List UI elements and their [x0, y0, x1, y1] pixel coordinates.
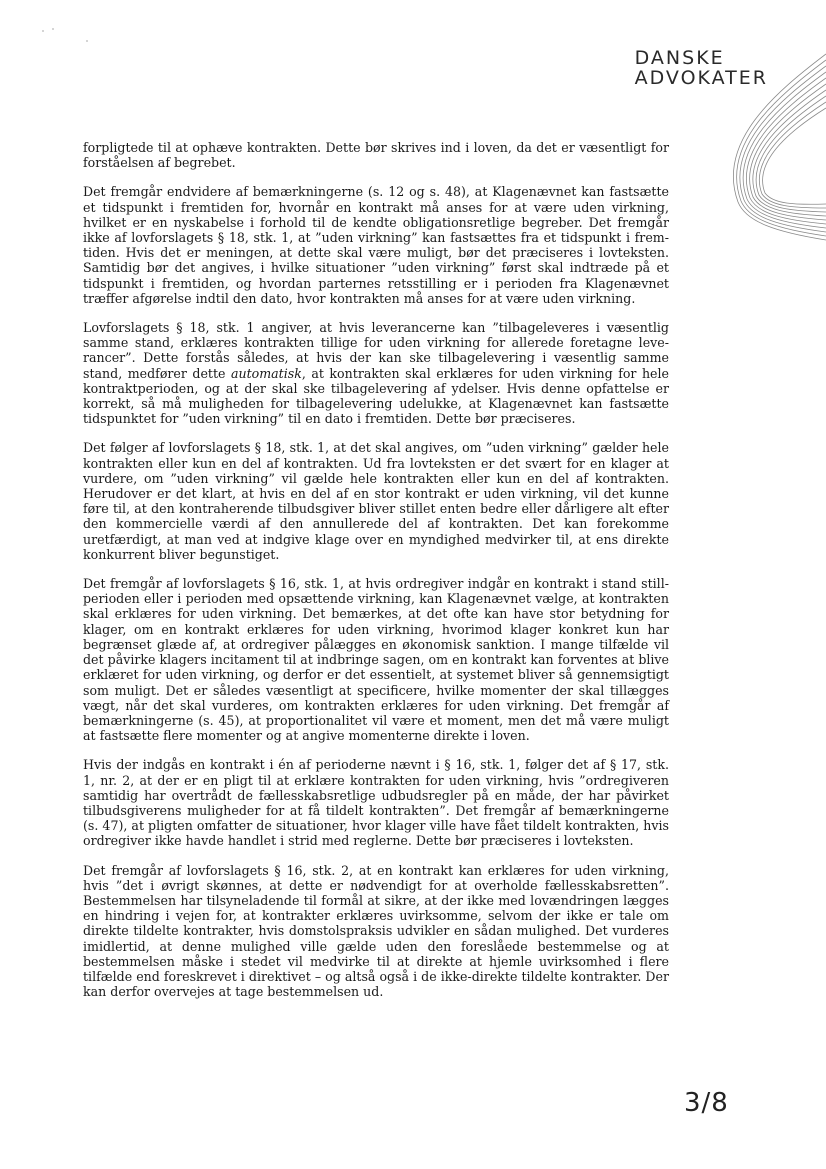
logo-line-2: ADVOKATER — [634, 67, 768, 89]
scan-speck — [52, 28, 54, 30]
scan-speck — [42, 30, 44, 32]
page-number: 3/8 — [684, 1088, 729, 1118]
emphasis-text: automatisk — [230, 365, 302, 381]
paragraph — [83, 320, 669, 426]
letter-body — [83, 140, 669, 1013]
scan-speck — [86, 40, 88, 42]
paragraph: Det fremgår af lovforslagets § 16, stk. 1, at hvis ordregiver indgår en kontrakt i stand still-perioden eller i perioden med opsættende virkning, kan Klagenævnet vælge, at kontrakten skal erklæres for uden virkning. Det bemærkes, at det ofte kan have stor betydning for klager, om en kontrakt erklæres for uden virkning, hvorimod klager konkret kun har begrænset glæde af, at ordregiver pålægges en økonomisk sanktion. I mange tilfælde vil det påvirke klagers incitament til at indbringe sagen, om en kontrakt kan forventes at blive erklæret for uden virkning, og derfor er det essentielt, at systemet bliver så gennemsigtigt som muligt. Det er således væsentligt at specificere, hvilke momenter der skal tillægges vægt, når det skal vurderes, om kontrakten erklæres for uden virkning. Det fremgår af bemærkningerne (s. 45), at proportionalitet vil være et moment, men det må være muligt at fastsætte flere momenter og at angive momenterne direkte i loven. — [83, 576, 669, 744]
paragraph-text: Lovforslagets § 18, stk. 1 angiver, at hvis leverancerne kan ”tilbageleveres i væsentlig samme stand, erklæres kontrakten tillige for uden virkning for allerede foretagne leverancer”. Dette forstås således, at hvis der kan ske tilbagelevering i væsentlig samme stand, medfører dette — [83, 320, 669, 381]
paragraph: Det følger af lovforslagets § 18, stk. 1, at det skal angives, om ”uden virkning” gælder hele kontrakten eller kun en del af kontrakten. Ud fra lovteksten er det svært for en klager at vurdere, om ”uden virkning” vil gælde hele kontrakten eller kun en del af kontrakten. Herudover er det klart, at hvis en del af en stor kontrakt er uden virkning, vil det kunne føre til, at den kontraherende tilbudsgiver bliver stillet enten bedre eller dårligere alt efter den kommercielle værdi af den annullerede del af kontrakten. Det kan forekomme uretfærdigt, at man ved at indgive klage over en myndighed medvirker til, at ens direkte konkurrent bliver begunstiget. — [83, 440, 669, 562]
paragraph: Det fremgår af lovforslagets § 16, stk. 2, at en kontrakt kan erklæres for uden virkning, hvis ”det i øvrigt skønnes, at dette er nødvendigt for at overholde fællesskabsretten”. Bestemmelsen har tilsyneladende til formål at sikre, at der ikke med lovændringen lægges en hindring i vejen for, at kontrakter erklæres uvirksomme, selvom der ikke er tale om direkte tildelte kontrakter, hvis domstolspraksis udvikler en sådan mulighed. Det vurderes imidlertid, at denne mulighed ville gælde uden den foreslåede bestemmelse og at bestemmelsen måske i stedet vil medvirke til at direkte at hjemle uvirksomhed i flere tilfælde end foreskrevet i direktivet – og altså også i de ikke-direkte tildelte kontrakter. Der kan derfor overvejes at tage bestemmelsen ud. — [83, 862, 669, 1000]
logo-line-1: DANSKE — [634, 47, 725, 69]
paragraph: forpligtede til at ophæve kontrakten. Dette bør skrives ind i loven, da det er væsentligt for forståelsen af begrebet. — [83, 140, 669, 171]
paragraph-text: , at kontrakten skal erklæres for uden virkning for hele kontraktperioden, og at der skal ske tilbagelevering af ydelser. Hvis denne opfattelse er korrekt, så må muligheden for tilbagelevering udelukke, at Klagenævnet kan fastsætte tidspunktet for ”uden virkning” til en dato i fremtiden. Dette bør præciseres. — [83, 365, 669, 427]
paragraph: Det fremgår endvidere af bemærkningerne (s. 12 og s. 48), at Klagenævnet kan fastsætte et tidspunkt i fremtiden for, hvornår en kontrakt må anses for at være uden virkning, hvilket er en nyskabelse i forhold til de kendte obligationsretlige begreber. Det fremgår ikke af lovforslagets § 18, stk. 1, at ”uden virkning” kan fastsættes fra et tidspunkt i fremtiden. Hvis det er meningen, at dette skal være muligt, bør det præciseres i lovteksten. Samtidig bør det angives, i hvilke situationer ”uden virkning” først skal indtræde på et tidspunkt i fremtiden, og hvordan parternes retsstilling er i perioden fra Klagenævnet træffer afgørelse indtil den dato, hvor kontrakten må anses for at være uden virkning. — [83, 184, 669, 306]
paragraph: Hvis der indgås en kontrakt i én af perioderne nævnt i § 16, stk. 1, følger det af § 17, stk. 1, nr. 2, at der er en pligt til at erklære kontrakten for uden virkning, hvis ”ordregiveren samtidig har overtrådt de fællesskabsretlige udbudsregler på en måde, der har påvirket tilbudsgiverens muligheder for at få tildelt kontrakten”. Det fremgår af bemærkningerne (s. 47), at pligten omfatter de situationer, hvor klager ville have fået tildelt kontrakten, hvis ordregiver ikke havde handlet i strid med reglerne. Dette bør præciseres i lovteksten. — [83, 757, 669, 849]
logo-wordmark — [635, 48, 768, 88]
